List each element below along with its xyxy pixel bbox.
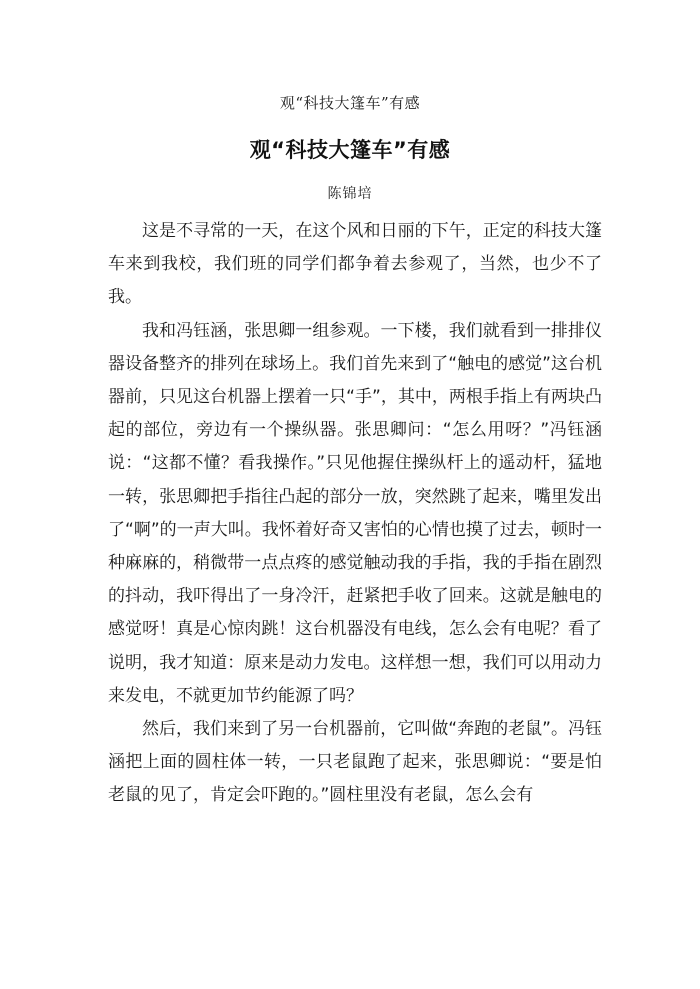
paragraph-1: 这是不寻常的一天，在这个风和日丽的下午，正定的科技大篷车来到我校，我们班的同学们都争着去参观了，当然，也少不了我。 xyxy=(108,221,602,308)
article-author: 陈锦培 xyxy=(327,186,373,202)
article-title: 观“科技大篷车”有感 xyxy=(249,138,451,162)
paragraph-3: 然后，我们来到了另一台机器前，它叫做“奔跑的老鼠”。冯钰涵把上面的圆柱体一转，一只老鼠跑了起来，张思卿说：“要是怕老鼠的见了，肯定会吓跑的。”圆柱里没有老鼠，怎么会有 xyxy=(108,719,602,806)
article-body xyxy=(108,215,602,813)
paragraph-2: 我和冯钰涵，张思卿一组参观。一下楼，我们就看到一排排仪器设备整齐的排列在球场上。我们首先来到了“触电的感觉”这台机器前，只见这台机器上摆着一只“手”，其中，两根手指上有两块凸起的部位，旁边有一个操纵器。张思卿问：“怎么用呀？”冯钰涵说：“这都不懂？看我操作。”只见他握住操纵杆上的遥动杆，猛地一转，张思卿把手指往凸起的部分一放，突然跳了起来，嘴里发出了“啊”的一声大叫。我怀着好奇又害怕的心情也摸了过去，顿时一种麻麻的，稍微带一点点疼的感觉触动我的手指，我的手指在剧烈的抖动，我吓得出了一身冷汗，赶紧把手收了回来。这就是触电的感觉呀！真是心惊肉跳！这台机器没有电线，怎么会有电呢？看了说明，我才知道：原来是动力发电。这样想一想，我们可以用动力来发电，不就更加节约能源了吗？ xyxy=(108,320,602,706)
page-header-title: 观“科技大篷车”有感 xyxy=(279,94,421,112)
